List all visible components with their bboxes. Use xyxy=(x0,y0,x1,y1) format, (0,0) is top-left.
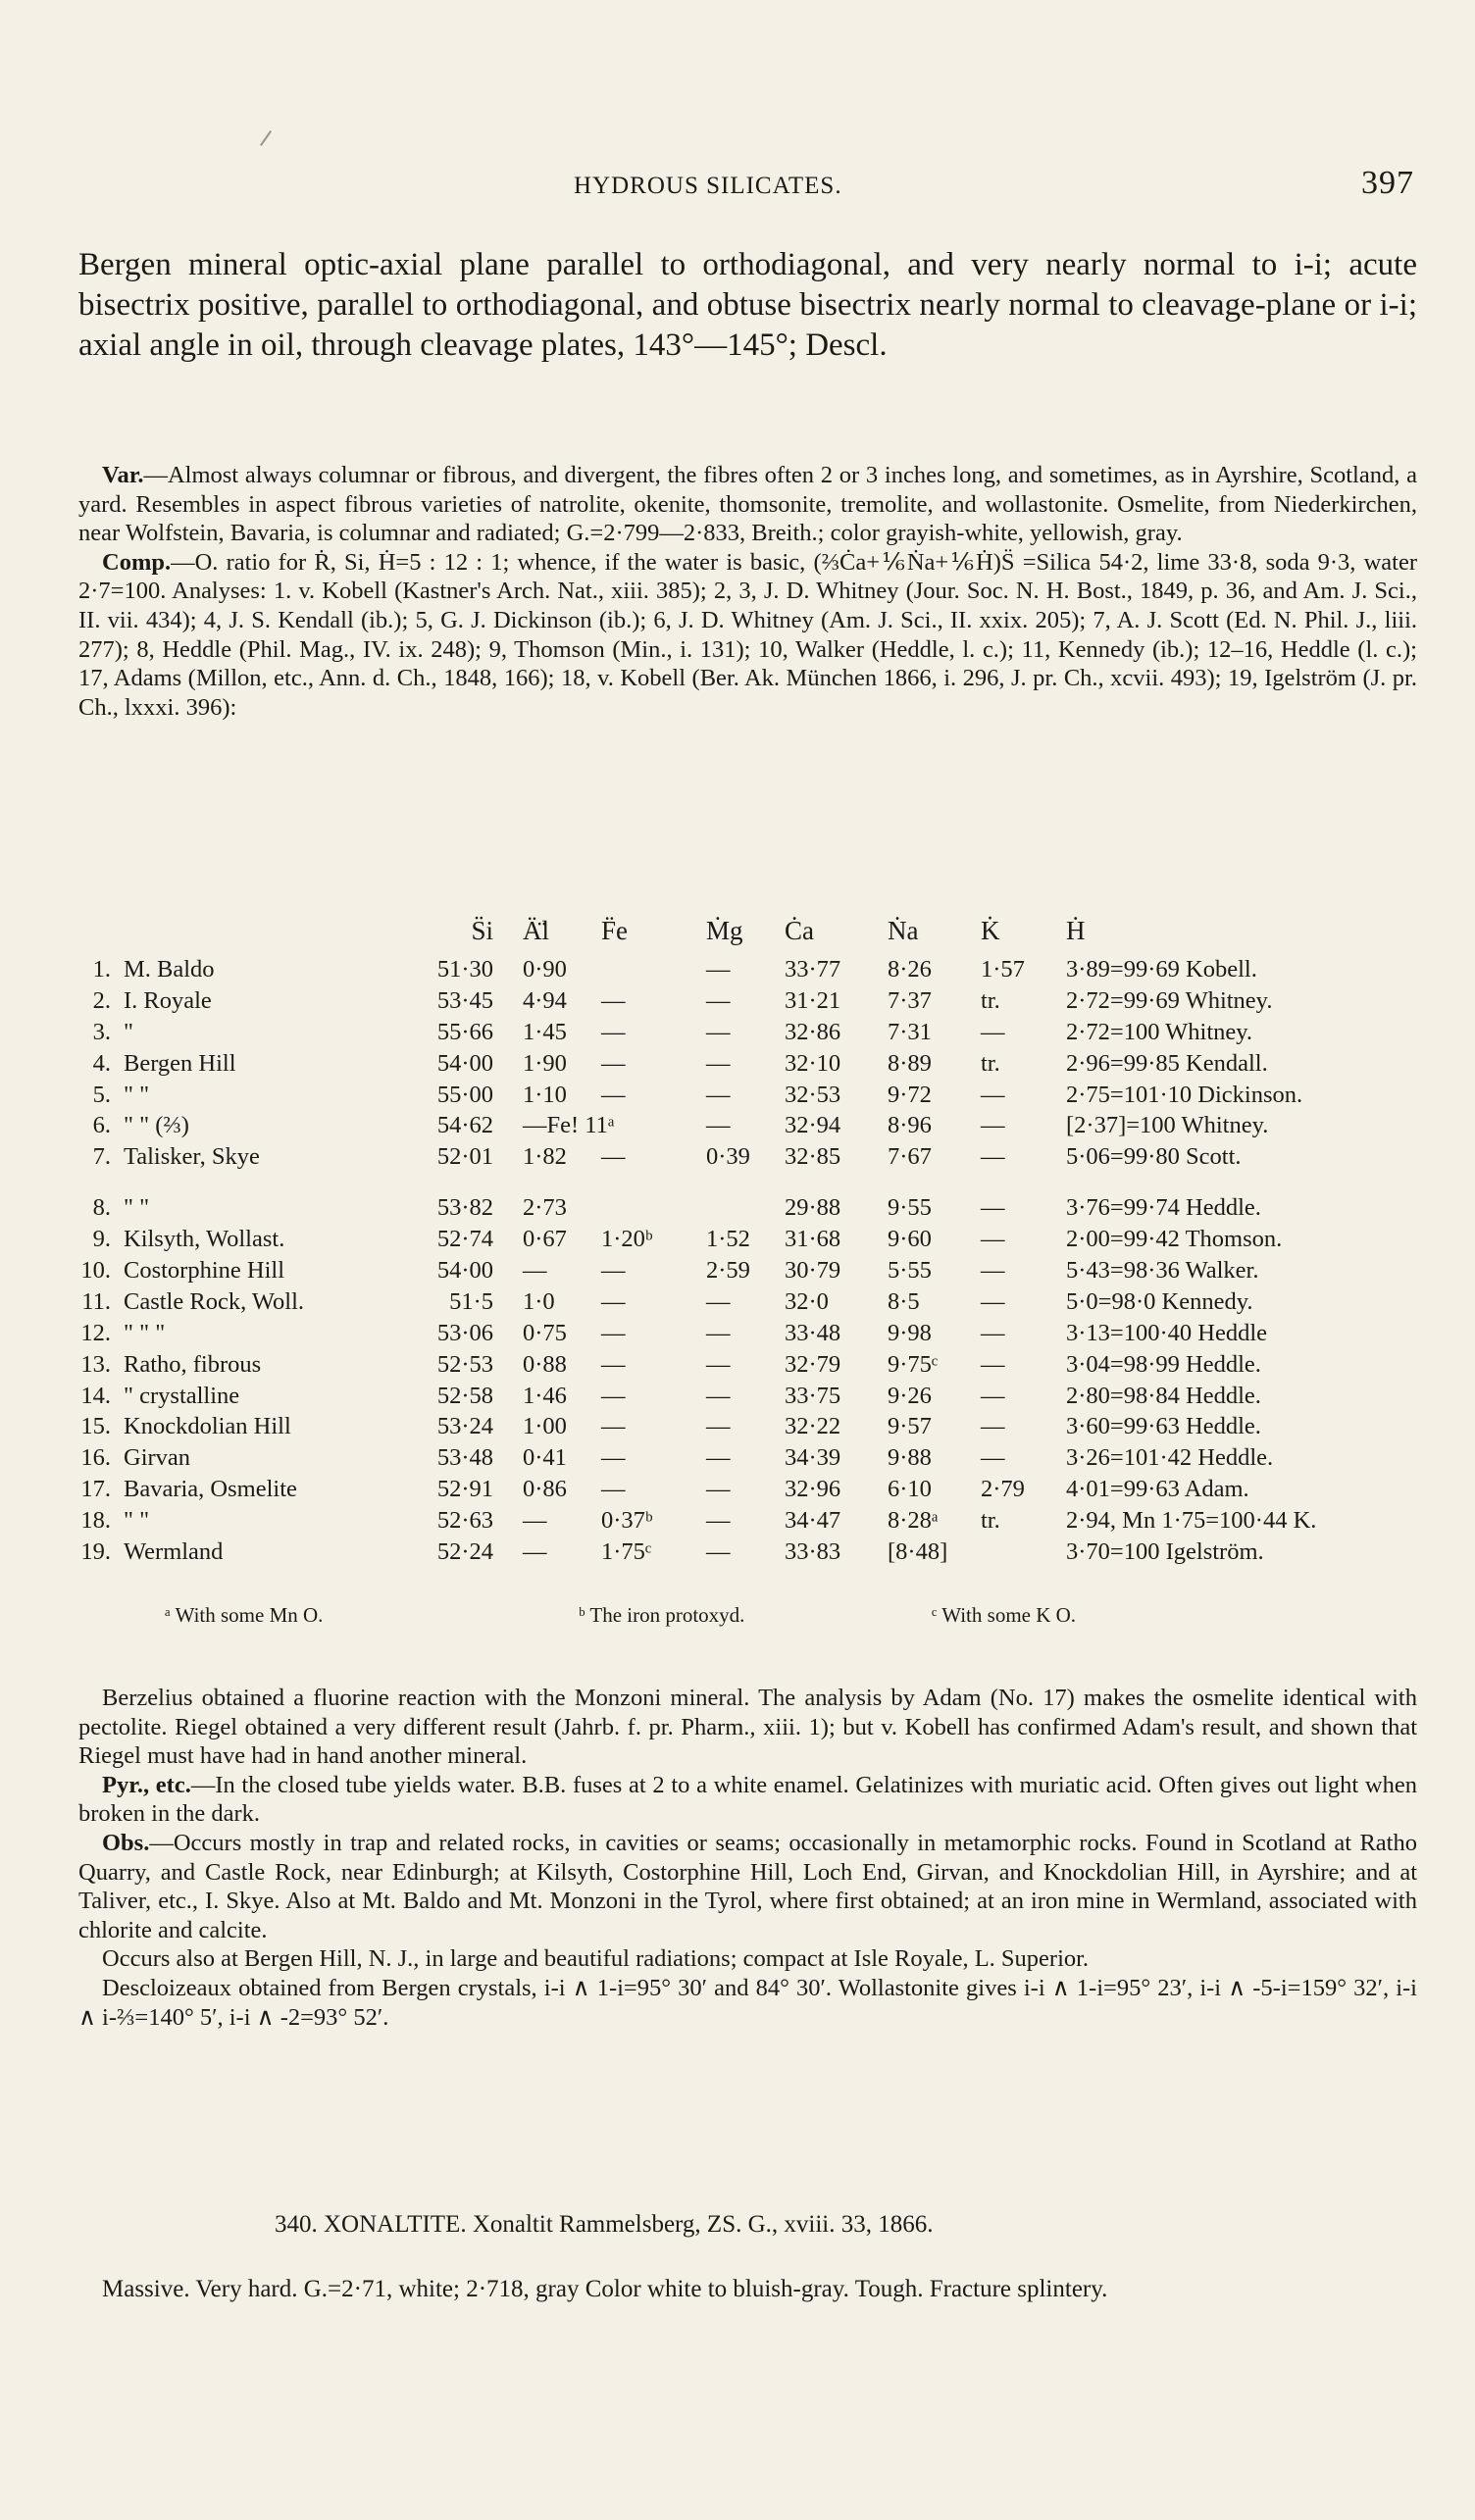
cell-fe: — xyxy=(601,1287,626,1315)
cell-mg: — xyxy=(706,1018,731,1045)
cell-mg: — xyxy=(706,986,731,1014)
cell-num: 12. xyxy=(80,1319,111,1346)
table-row xyxy=(78,1286,1442,1318)
cell-si: 55·00 xyxy=(436,1081,493,1108)
table-header-row xyxy=(78,907,1442,954)
cell-si: 52·58 xyxy=(436,1382,493,1409)
cell-na: 9·75ᶜ xyxy=(888,1350,939,1378)
table-row xyxy=(78,1255,1442,1286)
cell-loc: " " xyxy=(124,1194,150,1222)
cell-k: — xyxy=(981,1444,1005,1472)
table-row xyxy=(78,1318,1442,1349)
running-header xyxy=(78,165,1414,208)
cell-h: 3·60=99·63 Heddle. xyxy=(1066,1413,1261,1440)
cell-ca: 32·96 xyxy=(785,1476,841,1503)
cell-si: 53·06 xyxy=(436,1319,493,1346)
cell-k: tr. xyxy=(981,1049,1000,1077)
table-row xyxy=(78,1080,1442,1111)
cell-k: — xyxy=(981,1287,1005,1315)
cell-k: — xyxy=(981,1413,1005,1440)
cell-na: 9·57 xyxy=(888,1413,932,1440)
cell-al: 0·88 xyxy=(523,1350,567,1378)
cell-num: 3. xyxy=(92,1018,111,1045)
cell-num: 13. xyxy=(80,1350,111,1378)
xonaltite-section xyxy=(78,2210,1417,2304)
table-row xyxy=(78,1192,1442,1224)
cell-al: 1·46 xyxy=(523,1382,567,1409)
cell-num: 16. xyxy=(80,1444,111,1472)
cell-mg: — xyxy=(706,1319,731,1346)
cell-al: 1·00 xyxy=(523,1413,567,1440)
cell-si: 53·45 xyxy=(436,986,493,1014)
cell-k: — xyxy=(981,1081,1005,1108)
cell-k: — xyxy=(981,1018,1005,1045)
cell-loc: Bavaria, Osmelite xyxy=(124,1476,297,1503)
notes-block xyxy=(78,1684,1417,2032)
cell-num: 17. xyxy=(80,1476,111,1503)
obs-text: —Occurs mostly in trap and related rocks, in cavities or seams; occasionally in metamorphic rocks. Found in Scotland at Ratho Quarry, and Castle Rock, near Edinburgh; at Kilsyth, Costorphine Hill, Loch End, Girvan, and Knockdolian Hill, in Ayrshire; and at Taliver, etc., I. Skye. Also at Mt. Baldo and Mt. Monzoni in the Tyrol, where first obtained; at an iron mine in Wermland, associated with chlorite and calcite. xyxy=(78,1829,1417,1943)
cell-k: tr. xyxy=(981,1507,1000,1535)
cell-mg: — xyxy=(706,1382,731,1409)
table-row xyxy=(78,1474,1442,1505)
table-row xyxy=(78,1017,1442,1048)
var-paragraph xyxy=(78,461,1417,548)
cell-loc: " xyxy=(124,1018,134,1045)
cell-loc: Wermland xyxy=(124,1538,224,1566)
col-header-ca: Ċa xyxy=(785,916,814,945)
cell-num: 1. xyxy=(92,956,111,983)
cell-h: 2·96=99·85 Kendall. xyxy=(1066,1049,1268,1077)
cell-al: —Fe! 11ᵃ xyxy=(523,1112,615,1139)
cell-ca: 31·68 xyxy=(785,1226,841,1253)
footnote-b: ᵇ The iron protoxyd. xyxy=(579,1603,745,1627)
cell-h: 3·26=101·42 Heddle. xyxy=(1066,1444,1274,1472)
cell-num: 7. xyxy=(92,1143,111,1171)
cell-ca: 31·21 xyxy=(785,986,841,1014)
cell-ca: 32·0 xyxy=(785,1287,829,1315)
cell-na: [8·48] xyxy=(888,1538,948,1566)
table-row xyxy=(78,1537,1442,1568)
xonaltite-heading: 340. XONALTITE. Xonaltit Rammelsberg, ZS. G., xviii. 33, 1866. xyxy=(275,2211,934,2238)
cell-ca: 34·39 xyxy=(785,1444,841,1472)
cell-num: 2. xyxy=(92,986,111,1014)
cell-si: 54·00 xyxy=(436,1257,493,1285)
cell-h: 5·43=98·36 Walker. xyxy=(1066,1257,1259,1285)
cell-k: — xyxy=(981,1194,1005,1222)
cell-si: 52·91 xyxy=(436,1476,493,1503)
running-title: HYDROUS SILICATES. xyxy=(574,173,842,199)
cell-loc: M. Baldo xyxy=(124,956,215,983)
cell-na: 5·55 xyxy=(888,1257,932,1285)
cell-fe: — xyxy=(601,1081,626,1108)
cell-num: 15. xyxy=(80,1413,111,1440)
cell-fe: — xyxy=(601,1444,626,1472)
cell-si: 52·01 xyxy=(436,1143,493,1171)
cell-k: 1·57 xyxy=(981,956,1025,983)
cell-loc: " crystalline xyxy=(124,1382,240,1409)
cell-mg: 1·52 xyxy=(706,1226,750,1253)
cell-h: 3·76=99·74 Heddle. xyxy=(1066,1194,1261,1222)
cell-ca: 29·88 xyxy=(785,1194,841,1222)
cell-ca: 32·94 xyxy=(785,1112,841,1139)
cell-loc: " " xyxy=(124,1081,150,1108)
cell-h: 4·01=99·63 Adam. xyxy=(1066,1476,1249,1503)
cell-fe: 1·75ᶜ xyxy=(601,1538,652,1566)
cell-ca: 33·77 xyxy=(785,956,841,983)
cell-h: [2·37]=100 Whitney. xyxy=(1066,1112,1269,1139)
table-row xyxy=(78,1505,1442,1537)
cell-al: — xyxy=(523,1538,547,1566)
cell-loc: Castle Rock, Woll. xyxy=(124,1287,305,1315)
cell-h: 2·72=99·69 Whitney. xyxy=(1066,986,1273,1014)
cell-num: 5. xyxy=(92,1081,111,1108)
cell-mg: — xyxy=(706,1287,731,1315)
cell-si: 53·48 xyxy=(436,1444,493,1472)
cell-na: 8·5 xyxy=(888,1287,920,1315)
cell-mg: — xyxy=(706,1444,731,1472)
analysis-table xyxy=(78,907,1442,1568)
cell-na: 7·67 xyxy=(888,1143,932,1171)
cell-si: 51·30 xyxy=(436,956,493,983)
cell-loc: Girvan xyxy=(124,1444,191,1472)
cell-k: tr. xyxy=(981,986,1000,1014)
cell-na: 7·37 xyxy=(888,986,932,1014)
cell-si: 55·66 xyxy=(436,1018,493,1045)
cell-na: 8·89 xyxy=(888,1049,932,1077)
bergen-paragraph: Occurs also at Bergen Hill, N. J., in large and beautiful radiations; compact at Isle Royale, L. Superior. xyxy=(102,1945,1090,1973)
table-row xyxy=(78,1411,1442,1442)
cell-mg: — xyxy=(706,1350,731,1378)
cell-loc: Costorphine Hill xyxy=(124,1257,285,1285)
cell-k: — xyxy=(981,1112,1005,1139)
cell-h: 5·06=99·80 Scott. xyxy=(1066,1143,1242,1171)
table-row xyxy=(78,1224,1442,1255)
cell-al: — xyxy=(523,1257,547,1285)
obs-paragraph xyxy=(78,1829,1417,1944)
cell-loc: " " " xyxy=(124,1319,166,1346)
cell-k: — xyxy=(981,1143,1005,1171)
cell-h: 3·70=100 Igelström. xyxy=(1066,1538,1264,1566)
col-header-k: K̇ xyxy=(981,916,1000,945)
cell-k: 2·79 xyxy=(981,1476,1025,1503)
cell-na: 9·60 xyxy=(888,1226,932,1253)
xonaltite-text: Massive. Very hard. G.=2·71, white; 2·718, gray Color white to bluish-gray. Tough. Fracture splintery. xyxy=(102,2276,1108,2302)
cell-k: — xyxy=(981,1226,1005,1253)
cell-al: 1·82 xyxy=(523,1143,567,1171)
cell-mg: 2·59 xyxy=(706,1257,750,1285)
cell-al: 4·94 xyxy=(523,986,567,1014)
cell-num: 11. xyxy=(81,1287,111,1315)
cell-si: 52·53 xyxy=(436,1350,493,1378)
obs-label: Obs. xyxy=(102,1829,150,1856)
cell-h: 2·00=99·42 Thomson. xyxy=(1066,1226,1283,1253)
cell-loc: I. Royale xyxy=(124,986,212,1014)
cell-mg: — xyxy=(706,956,731,983)
cell-fe: — xyxy=(601,1382,626,1409)
cell-loc: " " xyxy=(124,1507,150,1535)
cell-mg: — xyxy=(706,1538,731,1566)
pyr-text: —In the closed tube yields water. B.B. fuses at 2 to a white enamel. Gelatinizes with muriatic acid. Often gives out light when broken in the dark. xyxy=(78,1771,1418,1828)
cell-h: 3·89=99·69 Kobell. xyxy=(1066,956,1257,983)
cell-num: 14. xyxy=(80,1382,111,1409)
cell-fe: — xyxy=(601,1143,626,1171)
cell-h: 3·04=98·99 Heddle. xyxy=(1066,1350,1261,1378)
cell-si: 52·24 xyxy=(436,1538,493,1566)
table-row xyxy=(78,985,1442,1017)
footnote-c: ᶜ With some K O. xyxy=(932,1603,1077,1627)
cell-al: 1·0 xyxy=(523,1287,555,1315)
cell-ca: 32·22 xyxy=(785,1413,841,1440)
cell-al: 0·90 xyxy=(523,956,567,983)
cell-si: 53·82 xyxy=(436,1194,493,1222)
table-row xyxy=(78,1349,1442,1381)
cell-ca: 32·79 xyxy=(785,1350,841,1378)
var-text: —Almost always columnar or fibrous, and divergent, the fibres often 2 or 3 inches long, and sometimes, as in Ayrshire, Scotland, a yard. Resembles in aspect fibrous varieties of natrolite, okenite, thomsonite, tremolite, and wollastonite. Osmelite, from Niederkirchen, near Wolfstein, Bavaria, is columnar and radiated; G.=2·799—2·833, Breith.; color grayish-white, yellowish, gray. xyxy=(78,462,1417,547)
table-row xyxy=(78,954,1442,985)
col-header-na: Ṅa xyxy=(888,916,919,945)
cell-fe: — xyxy=(601,986,626,1014)
cell-fe: — xyxy=(601,1319,626,1346)
pyr-paragraph xyxy=(78,1771,1417,1829)
var-label: Var. xyxy=(102,462,144,488)
cell-mg: — xyxy=(706,1112,731,1139)
table-row xyxy=(78,1048,1442,1080)
cell-na: 9·26 xyxy=(888,1382,932,1409)
cell-fe: — xyxy=(601,1049,626,1077)
cell-loc: Talisker, Skye xyxy=(124,1143,260,1171)
pencil-mark xyxy=(260,130,272,146)
cell-mg: — xyxy=(706,1049,731,1077)
cell-ca: 33·83 xyxy=(785,1538,841,1566)
cell-ca: 33·48 xyxy=(785,1319,841,1346)
cell-ca: 33·75 xyxy=(785,1382,841,1409)
pyr-label: Pyr., etc. xyxy=(102,1771,191,1798)
table-row xyxy=(78,1381,1442,1412)
comp-paragraph xyxy=(78,548,1417,723)
col-header-si: S̈i xyxy=(471,916,493,945)
table-row xyxy=(78,1442,1442,1474)
cell-h: 2·72=100 Whitney. xyxy=(1066,1018,1253,1045)
cell-na: 8·28ᵃ xyxy=(888,1507,939,1535)
cell-na: 9·88 xyxy=(888,1444,932,1472)
col-header-fe: F̈e xyxy=(601,916,628,945)
cell-mg: — xyxy=(706,1507,731,1535)
cell-num: 10. xyxy=(80,1257,111,1285)
descloizeaux-paragraph: Descloizeaux obtained from Bergen crystals, i-i ∧ 1-i=95° 30′ and 84° 30′. Wollastonite gives i-i ∧ 1-i=95° 23′, i-i ∧ -5-i=159° 32′, i-i ∧ i-⅔=140° 5′, i-i ∧ -2=93° 52′. xyxy=(78,1974,1417,2031)
cell-fe: — xyxy=(601,1350,626,1378)
cell-mg: — xyxy=(706,1476,731,1503)
cell-al: 1·90 xyxy=(523,1049,567,1077)
cell-na: 8·96 xyxy=(888,1112,932,1139)
cell-mg: — xyxy=(706,1081,731,1108)
cell-na: 7·31 xyxy=(888,1018,932,1045)
cell-num: 19. xyxy=(80,1538,111,1566)
cell-si: 54·62 xyxy=(436,1112,493,1139)
cell-num: 8. xyxy=(92,1194,111,1222)
page-number: 397 xyxy=(1361,165,1414,201)
berzelius-paragraph: Berzelius obtained a fluorine reaction with the Monzoni mineral. The analysis by Adam (No. 17) makes the osmelite identical with pectolite. Riegel obtained a very different result (Jahrb. f. pr. Pharm., xiii. 1); but v. Kobell has confirmed Adam's result, and shown that Riegel must have had in hand another mineral. xyxy=(78,1685,1417,1770)
intro-paragraph: Bergen mineral optic-axial plane parallel to orthodiagonal, and very nearly normal to i-i; acute bisectrix positive, parallel to orthodiagonal, and obtuse bisectrix nearly normal to cleavage-plane or i-i; axial angle in oil, through cleavage plates, 143°—145°; Descl. xyxy=(78,247,1417,363)
cell-loc: Ratho, fibrous xyxy=(124,1350,262,1378)
cell-k: — xyxy=(981,1382,1005,1409)
cell-fe: — xyxy=(601,1413,626,1440)
cell-h: 2·80=98·84 Heddle. xyxy=(1066,1382,1261,1409)
cell-k: — xyxy=(981,1257,1005,1285)
cell-na: 9·98 xyxy=(888,1319,932,1346)
cell-loc: Bergen Hill xyxy=(124,1049,236,1077)
cell-na: 8·26 xyxy=(888,956,932,983)
cell-si: 54·00 xyxy=(436,1049,493,1077)
cell-ca: 32·85 xyxy=(785,1143,841,1171)
cell-h: 2·75=101·10 Dickinson. xyxy=(1066,1081,1303,1108)
cell-k: — xyxy=(981,1350,1005,1378)
table-row xyxy=(78,1110,1442,1141)
comp-label: Comp. xyxy=(102,548,172,576)
cell-loc: Kilsyth, Wollast. xyxy=(124,1226,285,1253)
cell-si: 53·24 xyxy=(436,1413,493,1440)
cell-fe: 1·20ᵇ xyxy=(601,1226,653,1253)
cell-al: 0·41 xyxy=(523,1444,567,1472)
cell-fe: — xyxy=(601,1476,626,1503)
col-header-h: Ḣ xyxy=(1066,916,1086,945)
cell-al: 0·67 xyxy=(523,1226,567,1253)
cell-si: 51·5 xyxy=(449,1287,493,1315)
cell-al: 2·73 xyxy=(523,1194,567,1222)
cell-al: 1·45 xyxy=(523,1018,567,1045)
cell-fe: — xyxy=(601,1257,626,1285)
variety-composition-block xyxy=(78,461,1417,722)
cell-na: 9·72 xyxy=(888,1081,932,1108)
cell-mg: 0·39 xyxy=(706,1143,750,1171)
cell-si: 52·74 xyxy=(436,1226,493,1253)
cell-na: 6·10 xyxy=(888,1476,932,1503)
cell-na: 9·55 xyxy=(888,1194,932,1222)
cell-ca: 30·79 xyxy=(785,1257,841,1285)
cell-ca: 32·53 xyxy=(785,1081,841,1108)
cell-h: 3·13=100·40 Heddle xyxy=(1066,1319,1268,1346)
cell-mg: — xyxy=(706,1413,731,1440)
cell-num: 4. xyxy=(92,1049,111,1077)
cell-num: 6. xyxy=(92,1112,111,1139)
cell-si: 52·63 xyxy=(436,1507,493,1535)
cell-k: — xyxy=(981,1319,1005,1346)
cell-loc: Knockdolian Hill xyxy=(124,1413,291,1440)
cell-num: 9. xyxy=(92,1226,111,1253)
cell-loc: " " (⅔) xyxy=(124,1112,189,1139)
cell-al: 0·75 xyxy=(523,1319,567,1346)
cell-al: 0·86 xyxy=(523,1476,567,1503)
footnote-a: ᵃ With some Mn O. xyxy=(165,1603,324,1627)
cell-ca: 32·86 xyxy=(785,1018,841,1045)
col-header-al: Ä̈l xyxy=(523,916,549,945)
cell-al: 1·10 xyxy=(523,1081,567,1108)
table-row xyxy=(78,1141,1442,1173)
cell-al: — xyxy=(523,1507,547,1535)
cell-h: 5·0=98·0 Kennedy. xyxy=(1066,1287,1253,1315)
cell-num: 18. xyxy=(80,1507,111,1535)
cell-h: 2·94, Mn 1·75=100·44 K. xyxy=(1066,1507,1317,1535)
col-header-mg: Ṁg xyxy=(706,916,743,945)
comp-text: —O. ratio for Ṙ, Si, Ḣ=5 : 12 : 1; whence, if the water is basic, (⅔Ċa+⅙Ṅa+⅙Ḣ)S̈ =Silica 54·2, lime 33·8, soda 9·3, water 2·7=100. Analyses: 1. v. Kobell (Kastner's Arch. Nat., xiii. 385); 2, 3, J. D. Whitney (Jour. Soc. N. H. Bost., 1849, p. 36, and Am. J. Sci., II. vii. 434); 4, J. S. Kendall (ib.); 5, G. J. Dickinson (ib.); 6, J. D. Whitney (Am. J. Sci., II. xxix. 205); 7, A. J. Scott (Ed. N. Phil. J., liii. 277); 8, Heddle (Phil. Mag., IV. ix. 248); 9, Thomson (Min., i. 131); 10, Walker (Heddle, l. c.); 11, Kennedy (ib.); 12–16, Heddle (l. c.); 17, Adams (Millon, etc., Ann. d. Ch., 1848, 166); 18, v. Kobell (Ber. Ak. München 1866, i. 296, J. pr. Ch., xcvii. 493); 19, Igelström (J. pr. Ch., lxxxi. 396): xyxy=(78,548,1417,721)
cell-ca: 34·47 xyxy=(785,1507,841,1535)
cell-fe: 0·37ᵇ xyxy=(601,1507,653,1535)
cell-ca: 32·10 xyxy=(785,1049,841,1077)
cell-fe: — xyxy=(601,1018,626,1045)
